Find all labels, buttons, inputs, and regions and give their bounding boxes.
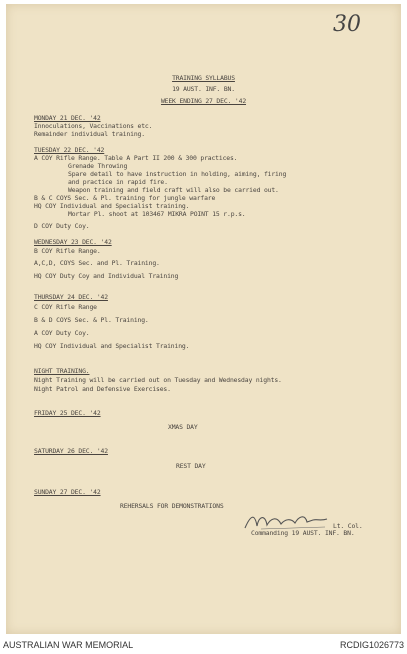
wednesday-line: A,C,D, COYS Sec. and Pl. Training.	[34, 259, 160, 267]
signature-title: Commanding 19 AUST. INF. BN.	[251, 529, 355, 537]
night-heading: NIGHT TRAINING.	[34, 367, 90, 375]
tuesday-mortar: Mortar Pl. shoot at 103467 MIKRA POINT 15 r.p.s.	[68, 210, 246, 218]
wednesday-line: HQ COY Duty Coy and Individual Training	[34, 272, 179, 280]
tuesday-a-coy: A COY Rifle Range. Table A Part II 200 & 300 practices.	[34, 154, 238, 162]
tuesday-a-line: Weapon training and field craft will also be carried out.	[68, 186, 279, 194]
tuesday-d-coy: D COY Duty Coy.	[34, 222, 90, 230]
friday-heading: FRIDAY 25 DEC. '42	[34, 409, 101, 417]
footer-archive-name: AUSTRALIAN WAR MEMORIAL	[3, 640, 134, 650]
tuesday-heading: TUESDAY 22 DEC. '42	[34, 146, 105, 154]
friday-note: XMAS DAY	[168, 423, 198, 431]
signature-rank: Lt. Col.	[333, 522, 363, 530]
night-line: Night Training will be carried out on Tuesday and Wednesday nights.	[34, 376, 282, 384]
wednesday-line: B COY Rifle Range.	[34, 247, 101, 255]
thursday-line: HQ COY Individual and Specialist Training.	[34, 342, 190, 350]
night-line: Night Patrol and Defensive Exercises.	[34, 385, 171, 393]
footer-record-id: RCDIG1026773	[339, 640, 404, 650]
document-page	[6, 4, 401, 634]
monday-line: Innoculations, Vaccinations etc.	[34, 122, 153, 130]
thursday-heading: THURSDAY 24 DEC. '42	[34, 293, 108, 301]
unit-name: 19 AUST. INF. BN.	[172, 85, 235, 93]
tuesday-bc-coys: B & C COYS Sec. & Pl. training for jungle warfare	[34, 194, 216, 202]
sunday-note: REHERSALS FOR DEMONSTRATIONS	[120, 502, 224, 510]
tuesday-a-line: Grenade Throwing	[68, 162, 128, 170]
thursday-line: B & D COYS Sec. & Pl. Training.	[34, 316, 149, 324]
monday-line: Remainder individual training.	[34, 130, 145, 138]
page-number: 30	[333, 12, 361, 37]
syllabus-title: TRAINING SYLLABUS	[172, 74, 235, 82]
tuesday-hq-coy: HQ COY Individual and Specialist training.	[34, 202, 190, 210]
archive-footer	[0, 636, 407, 654]
tuesday-a-line: Spare detail to have instruction in holding, aiming, firing	[68, 170, 287, 178]
saturday-note: REST DAY	[176, 462, 206, 470]
wednesday-heading: WEDNESDAY 23 DEC. '42	[34, 238, 112, 246]
sunday-heading: SUNDAY 27 DEC. '42	[34, 488, 101, 496]
monday-heading: MONDAY 21 DEC. '42	[34, 114, 101, 122]
thursday-line: C COY Rifle Range	[34, 303, 97, 311]
tuesday-a-line: and practice in rapid fire.	[68, 178, 168, 186]
thursday-line: A COY Duty Coy.	[34, 329, 90, 337]
week-ending: WEEK ENDING 27 DEC. '42	[160, 97, 247, 105]
saturday-heading: SATURDAY 26 DEC. '42	[34, 447, 108, 455]
